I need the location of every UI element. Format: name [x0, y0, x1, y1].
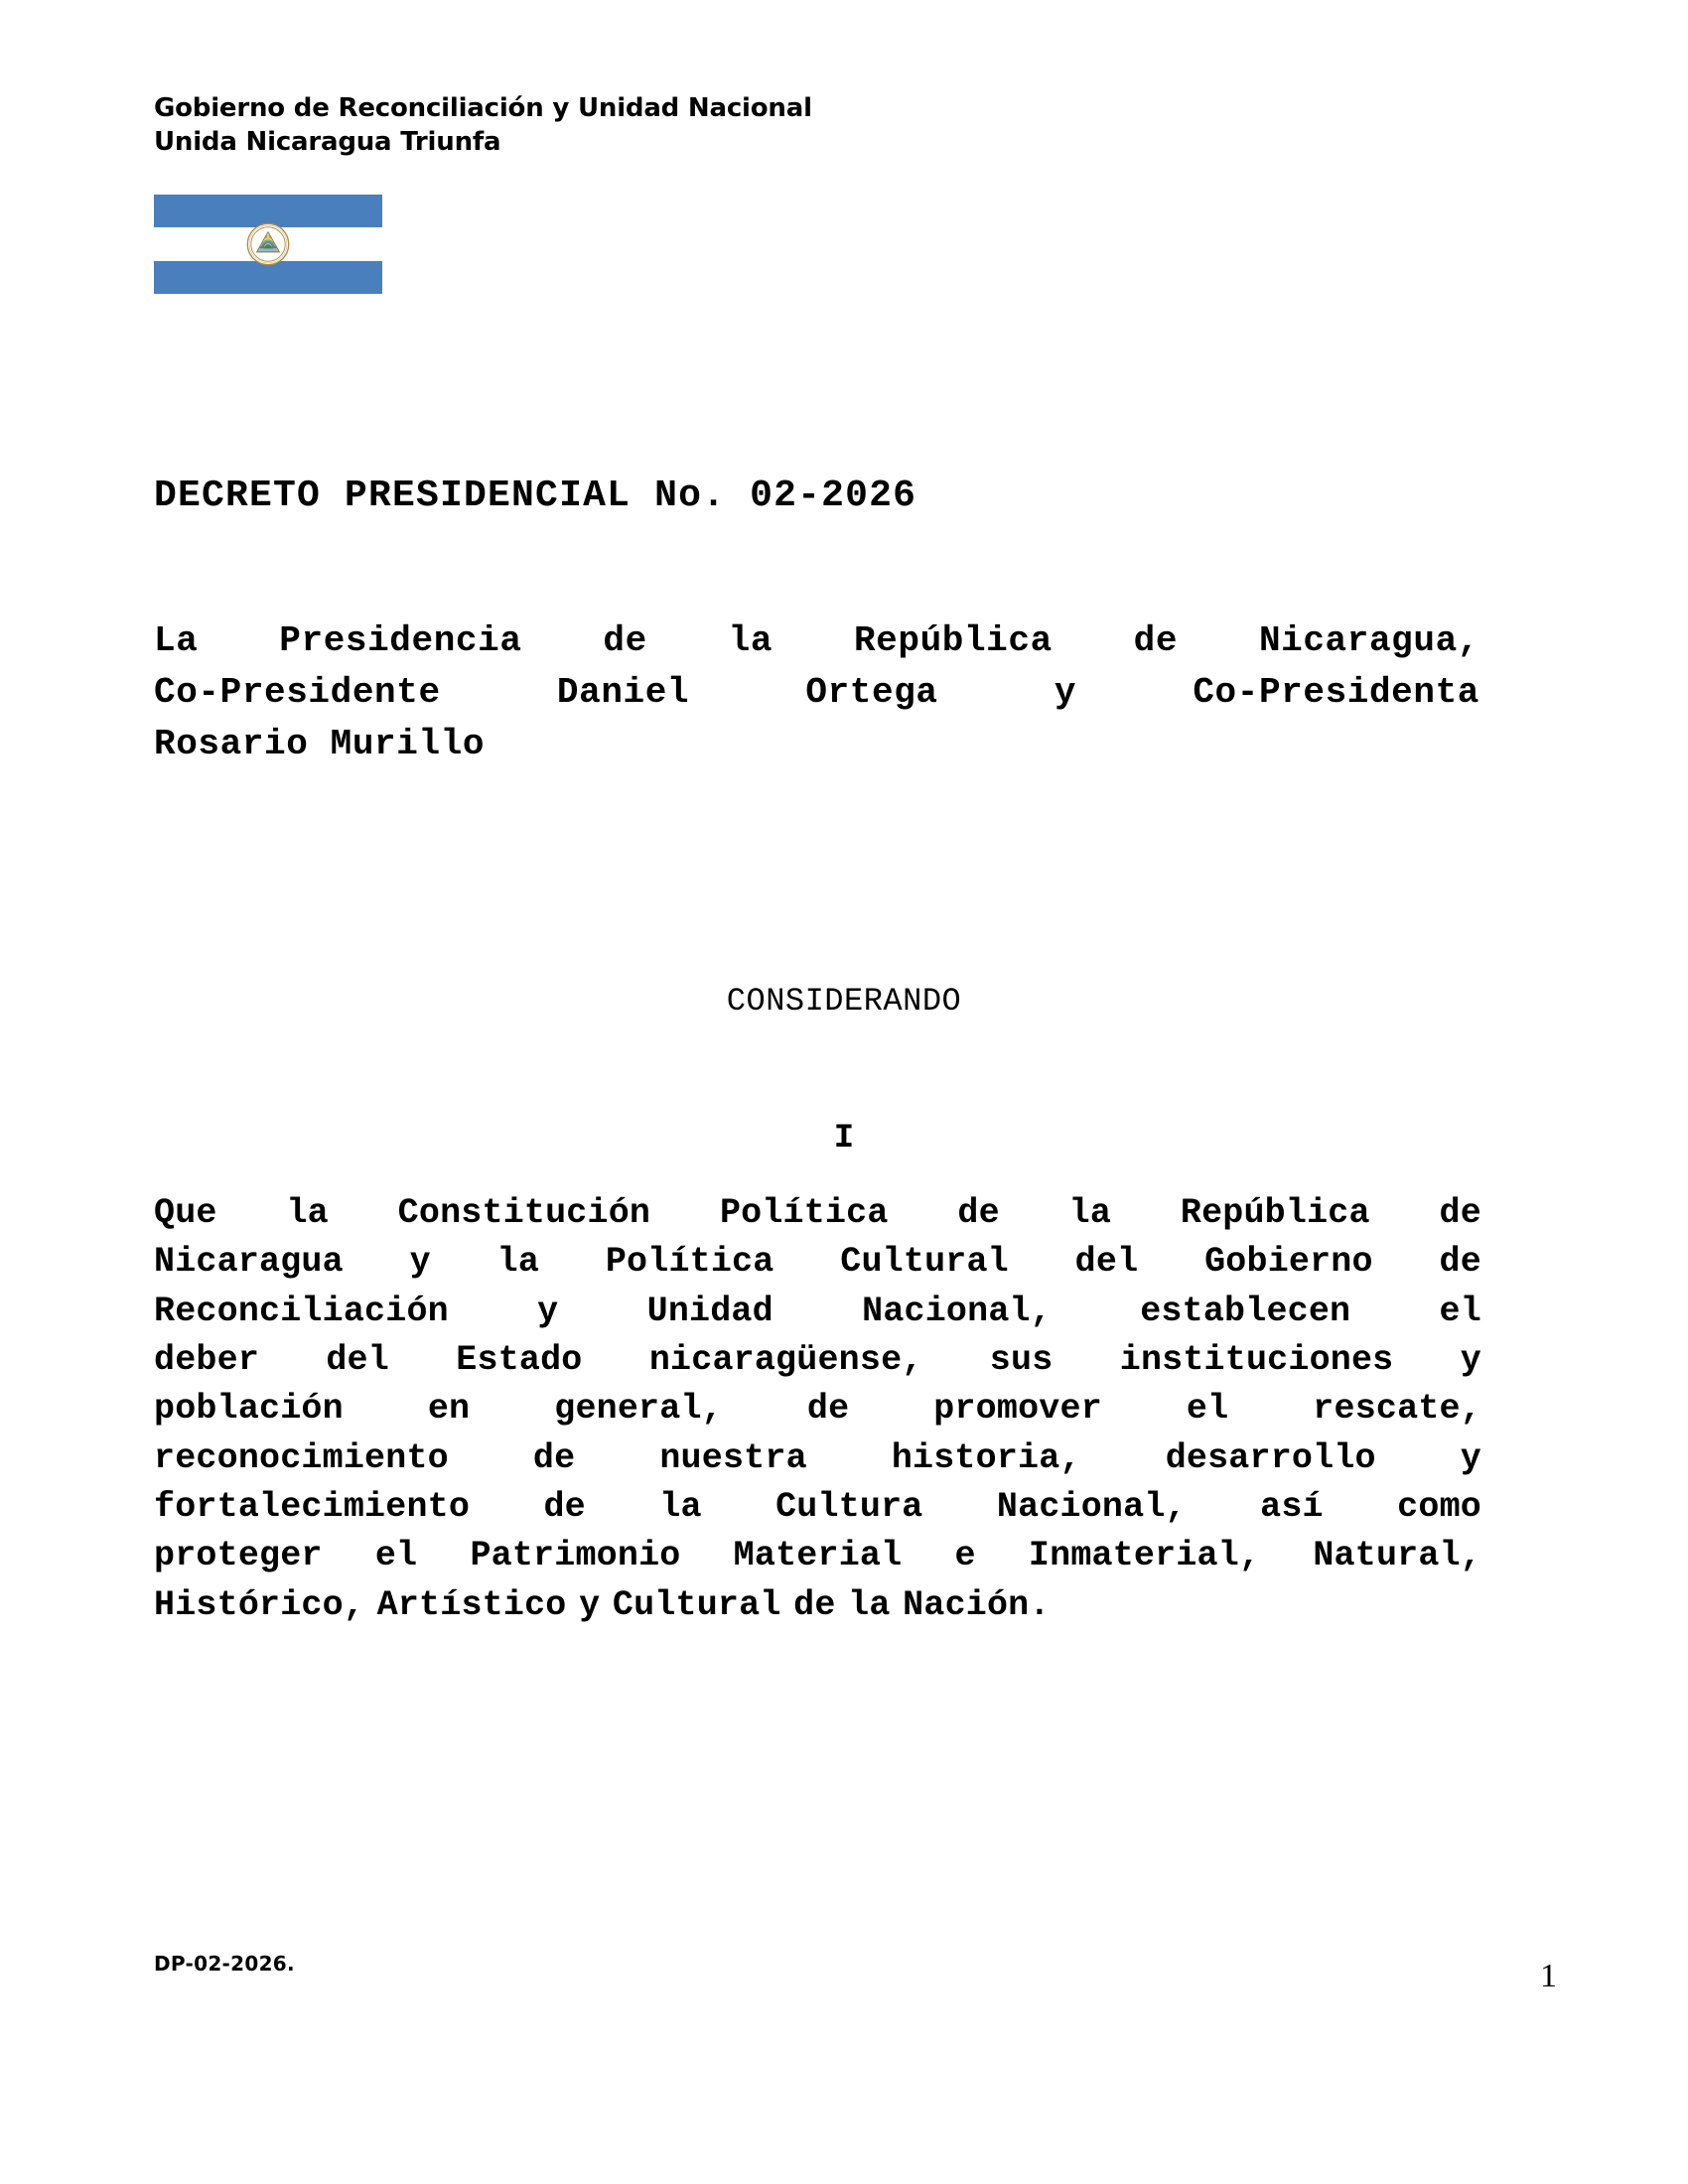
paragraph-line [154, 1434, 1481, 1483]
paragraph-word: y [409, 1242, 431, 1283]
presidency-word: República [853, 620, 1053, 661]
paragraph-word: e [954, 1536, 976, 1576]
presidency-word: de [1133, 620, 1179, 661]
paragraph-word: Natural, [1313, 1536, 1481, 1576]
paragraph-word: del [326, 1340, 389, 1381]
paragraph-word: del [1074, 1242, 1139, 1283]
paragraph-word: general, [554, 1389, 723, 1430]
presidency-word: Ortega [805, 671, 938, 713]
paragraph-line [154, 1385, 1481, 1433]
paragraph-word: Artístico [376, 1584, 567, 1625]
paragraph-word: así [1260, 1487, 1324, 1528]
section-numeral-i: I [833, 1120, 855, 1158]
paragraph-word: población [154, 1389, 344, 1430]
paragraph-word: el [1186, 1389, 1229, 1430]
presidency-word: Co-Presidente [154, 671, 441, 713]
paragraph-word: reconocimiento [154, 1437, 449, 1478]
paragraph-word: de [1439, 1242, 1481, 1283]
paragraph-word: Constitución [397, 1193, 651, 1233]
paragraph-word: Política [605, 1242, 774, 1283]
paragraph-word: Unidad [646, 1291, 774, 1331]
paragraph-word: de [957, 1193, 1000, 1233]
paragraph-word: historia, [891, 1437, 1081, 1478]
paragraph-word: Patrimonio [470, 1536, 681, 1576]
paragraph-word: Nicaragua [154, 1242, 344, 1283]
letterhead-line-2: Unida Nicaragua Triunfa [154, 127, 501, 158]
paragraph-word: Gobierno [1204, 1242, 1373, 1283]
footer-document-code: DP-02-2026. [154, 1952, 295, 1976]
paragraph-word: Nacional, [996, 1487, 1187, 1528]
paragraph-word: el [1439, 1291, 1481, 1331]
paragraph-word: Que [154, 1193, 217, 1233]
presidency-word: la [728, 620, 774, 661]
paragraph-word: la [496, 1242, 540, 1283]
paragraph-word: instituciones [1119, 1340, 1394, 1381]
paragraph-word: de [806, 1389, 850, 1430]
paragraph-word: promover [933, 1389, 1102, 1430]
presidency-word: Presidencia [279, 620, 522, 661]
paragraph-word: el [374, 1536, 418, 1576]
paragraph-line [154, 1189, 1481, 1238]
paragraph-word: nicaragüense, [648, 1340, 923, 1381]
presidency-word: de [603, 620, 647, 661]
paragraph-word: Reconciliación [154, 1291, 449, 1331]
paragraph-word: y [1460, 1437, 1481, 1478]
presidency-line-2 [154, 667, 1479, 719]
presidency-word: Nicaragua, [1258, 620, 1479, 661]
flag-graphic [154, 195, 382, 294]
paragraph-word: Histórico, [154, 1584, 365, 1625]
paragraph-word: y [1460, 1340, 1481, 1381]
presidency-word: Daniel [556, 671, 690, 713]
paragraph-word: de [543, 1487, 586, 1528]
paragraph-word: la [848, 1584, 891, 1625]
paragraph-word: Cultural [612, 1584, 781, 1625]
paragraph-word: Inmaterial, [1028, 1536, 1261, 1576]
nicaragua-flag [154, 195, 382, 294]
presidency-word: y [1054, 671, 1077, 713]
paragraph-word: de [532, 1437, 576, 1478]
presidency-word: La [154, 620, 199, 661]
paragraph-line [154, 1238, 1481, 1287]
paragraph-word: Nacional, [862, 1291, 1052, 1331]
considerando-heading: CONSIDERANDO [726, 983, 962, 1020]
paragraph-word: rescate, [1313, 1389, 1481, 1430]
paragraph-word: Cultural [840, 1242, 1009, 1283]
paragraph-word: como [1397, 1487, 1481, 1528]
paragraph-word: desarrollo [1165, 1437, 1376, 1478]
paragraph-word: y [537, 1291, 559, 1331]
paragraph-word: la [286, 1193, 329, 1233]
presidency-block [154, 615, 1479, 769]
paragraph-word: en [427, 1389, 471, 1430]
paragraph-word: establecen [1140, 1291, 1351, 1331]
nicaragua-coat-of-arms-icon [246, 222, 290, 266]
paragraph-line [154, 1483, 1481, 1532]
considerando-paragraph-i [154, 1189, 1481, 1630]
paragraph-word: fortalecimiento [154, 1487, 471, 1528]
paragraph-line [154, 1581, 1481, 1630]
presidency-word: Co-Presidenta [1193, 671, 1479, 713]
paragraph-word: proteger [154, 1536, 323, 1576]
paragraph-word: Política [719, 1193, 889, 1233]
presidency-line-3: Rosario Murillo [154, 723, 486, 764]
paragraph-word: Estado [456, 1340, 583, 1381]
paragraph-line [154, 1336, 1481, 1385]
letterhead-line-1: Gobierno de Reconciliación y Unidad Nacional [154, 93, 812, 123]
paragraph-word: nuestra [659, 1437, 807, 1478]
paragraph-word: de [1439, 1193, 1481, 1233]
paragraph-line [154, 1532, 1481, 1580]
decree-title: DECRETO PRESIDENCIAL No. 02-2026 [154, 475, 917, 517]
page-number: 1 [1540, 1958, 1557, 1994]
paragraph-word: República [1180, 1193, 1370, 1233]
presidency-line-1 [154, 615, 1479, 667]
paragraph-word: deber [154, 1340, 260, 1381]
paragraph-word: Nación. [903, 1584, 1051, 1625]
paragraph-word: Material [733, 1536, 903, 1576]
paragraph-word: la [1068, 1193, 1112, 1233]
paragraph-word: Cultura [775, 1487, 923, 1528]
paragraph-line [154, 1288, 1481, 1336]
paragraph-word: de [793, 1584, 836, 1625]
paragraph-word: sus [989, 1340, 1054, 1381]
paragraph-word: la [659, 1487, 702, 1528]
letterhead [154, 91, 812, 160]
paragraph-word: y [579, 1584, 601, 1625]
